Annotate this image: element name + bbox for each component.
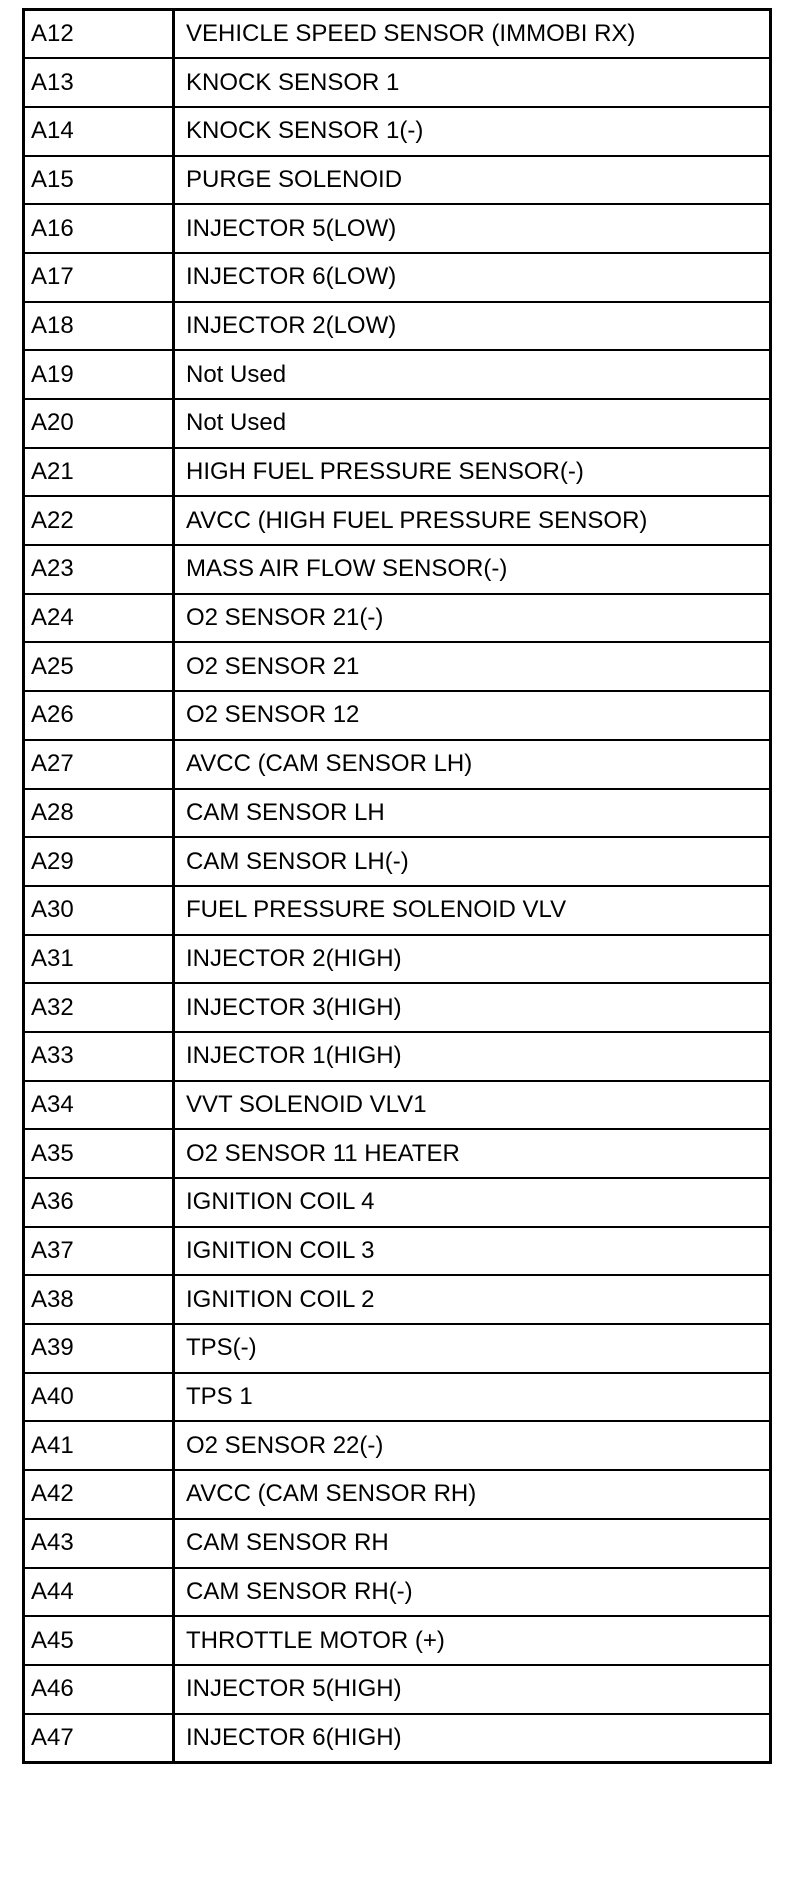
pin-description-cell: THROTTLE MOTOR (+) — [174, 1616, 771, 1665]
pin-number-cell: A23 — [24, 545, 174, 594]
pin-description-cell: INJECTOR 3(HIGH) — [174, 983, 771, 1032]
table-row — [24, 399, 771, 448]
pin-description-cell: VVT SOLENOID VLV1 — [174, 1081, 771, 1130]
table-row — [24, 1178, 771, 1227]
table-row — [24, 1081, 771, 1130]
pin-description-cell: CAM SENSOR LH(-) — [174, 837, 771, 886]
table-row — [24, 1665, 771, 1714]
pin-description-cell: INJECTOR 6(HIGH) — [174, 1714, 771, 1763]
pin-number-cell: A34 — [24, 1081, 174, 1130]
pin-number-cell: A39 — [24, 1324, 174, 1373]
table-row — [24, 789, 771, 838]
pin-description-cell: O2 SENSOR 21 — [174, 642, 771, 691]
table-row — [24, 1324, 771, 1373]
pin-number-cell: A30 — [24, 886, 174, 935]
table-row — [24, 107, 771, 156]
table-row — [24, 837, 771, 886]
pin-number-cell: A20 — [24, 399, 174, 448]
pin-number-cell: A37 — [24, 1227, 174, 1276]
table-row — [24, 545, 771, 594]
pin-description-cell: O2 SENSOR 21(-) — [174, 594, 771, 643]
table-row — [24, 204, 771, 253]
pin-description-cell: INJECTOR 5(LOW) — [174, 204, 771, 253]
table-row — [24, 1519, 771, 1568]
table-row — [24, 935, 771, 984]
pin-description-cell: AVCC (CAM SENSOR RH) — [174, 1470, 771, 1519]
table-row — [24, 496, 771, 545]
pin-description-cell: INJECTOR 2(HIGH) — [174, 935, 771, 984]
pin-number-cell: A15 — [24, 156, 174, 205]
pin-description-cell: O2 SENSOR 11 HEATER — [174, 1129, 771, 1178]
pin-number-cell: A18 — [24, 302, 174, 351]
pin-number-cell: A36 — [24, 1178, 174, 1227]
pin-description-cell: AVCC (HIGH FUEL PRESSURE SENSOR) — [174, 496, 771, 545]
table-row — [24, 1373, 771, 1422]
pin-number-cell: A13 — [24, 58, 174, 107]
table-row — [24, 1421, 771, 1470]
pin-description-cell: O2 SENSOR 22(-) — [174, 1421, 771, 1470]
pin-description-cell: Not Used — [174, 399, 771, 448]
pin-number-cell: A44 — [24, 1568, 174, 1617]
pin-number-cell: A40 — [24, 1373, 174, 1422]
pin-description-cell: IGNITION COIL 2 — [174, 1275, 771, 1324]
table-row — [24, 886, 771, 935]
table-row — [24, 642, 771, 691]
pin-description-cell: INJECTOR 5(HIGH) — [174, 1665, 771, 1714]
pin-description-cell: INJECTOR 6(LOW) — [174, 253, 771, 302]
pin-description-cell: HIGH FUEL PRESSURE SENSOR(-) — [174, 448, 771, 497]
pin-number-cell: A21 — [24, 448, 174, 497]
pin-number-cell: A12 — [24, 10, 174, 59]
pin-description-cell: IGNITION COIL 4 — [174, 1178, 771, 1227]
pin-description-cell: CAM SENSOR LH — [174, 789, 771, 838]
table-row — [24, 58, 771, 107]
table-row — [24, 691, 771, 740]
pin-description-cell: INJECTOR 2(LOW) — [174, 302, 771, 351]
pin-description-cell: Not Used — [174, 350, 771, 399]
table-row — [24, 350, 771, 399]
pin-description-cell: TPS 1 — [174, 1373, 771, 1422]
pin-number-cell: A47 — [24, 1714, 174, 1763]
table-row — [24, 983, 771, 1032]
pin-description-cell: INJECTOR 1(HIGH) — [174, 1032, 771, 1081]
table-row — [24, 448, 771, 497]
pin-number-cell: A35 — [24, 1129, 174, 1178]
pin-description-cell: KNOCK SENSOR 1 — [174, 58, 771, 107]
pin-number-cell: A25 — [24, 642, 174, 691]
pin-number-cell: A26 — [24, 691, 174, 740]
table-row — [24, 1032, 771, 1081]
table-row — [24, 10, 771, 59]
pin-number-cell: A17 — [24, 253, 174, 302]
pin-number-cell: A31 — [24, 935, 174, 984]
table-row — [24, 1470, 771, 1519]
pin-description-cell: IGNITION COIL 3 — [174, 1227, 771, 1276]
pin-number-cell: A42 — [24, 1470, 174, 1519]
pin-number-cell: A19 — [24, 350, 174, 399]
pin-number-cell: A29 — [24, 837, 174, 886]
pin-number-cell: A22 — [24, 496, 174, 545]
table-row — [24, 302, 771, 351]
pin-description-cell: KNOCK SENSOR 1(-) — [174, 107, 771, 156]
pin-number-cell: A27 — [24, 740, 174, 789]
pin-description-cell: TPS(-) — [174, 1324, 771, 1373]
table-row — [24, 594, 771, 643]
pin-description-cell: CAM SENSOR RH — [174, 1519, 771, 1568]
table-row — [24, 1568, 771, 1617]
pin-description-cell: AVCC (CAM SENSOR LH) — [174, 740, 771, 789]
table-row — [24, 1616, 771, 1665]
pin-number-cell: A32 — [24, 983, 174, 1032]
pin-description-table — [22, 8, 772, 1764]
pin-number-cell: A46 — [24, 1665, 174, 1714]
pin-description-cell: MASS AIR FLOW SENSOR(-) — [174, 545, 771, 594]
table-row — [24, 156, 771, 205]
table-row — [24, 740, 771, 789]
table-row — [24, 1714, 771, 1763]
pin-number-cell: A41 — [24, 1421, 174, 1470]
pin-number-cell: A43 — [24, 1519, 174, 1568]
table-row — [24, 1227, 771, 1276]
pin-description-cell: FUEL PRESSURE SOLENOID VLV — [174, 886, 771, 935]
pin-description-cell: O2 SENSOR 12 — [174, 691, 771, 740]
pin-number-cell: A14 — [24, 107, 174, 156]
pin-number-cell: A24 — [24, 594, 174, 643]
pin-description-cell: CAM SENSOR RH(-) — [174, 1568, 771, 1617]
pin-description-cell: VEHICLE SPEED SENSOR (IMMOBI RX) — [174, 10, 771, 59]
pin-number-cell: A33 — [24, 1032, 174, 1081]
pin-number-cell: A38 — [24, 1275, 174, 1324]
pin-number-cell: A16 — [24, 204, 174, 253]
table-row — [24, 1275, 771, 1324]
table-row — [24, 1129, 771, 1178]
pin-number-cell: A45 — [24, 1616, 174, 1665]
pin-number-cell: A28 — [24, 789, 174, 838]
table-row — [24, 253, 771, 302]
pin-description-cell: PURGE SOLENOID — [174, 156, 771, 205]
pin-table-body — [24, 10, 771, 1763]
